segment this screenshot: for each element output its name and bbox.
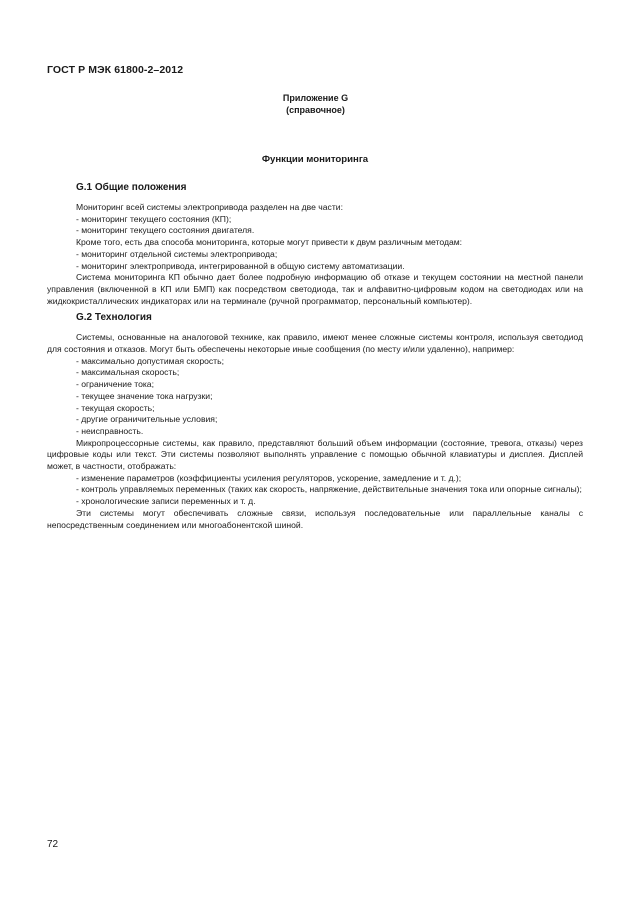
list-item: - неисправность. (76, 425, 144, 436)
list-item: - текущая скорость; (76, 402, 155, 413)
paragraph: Мониторинг всей системы электропривода разделен на две части: (76, 202, 343, 212)
list-item: - ограничение тока; (76, 379, 154, 390)
section-title-general: G.1 Общие положения (76, 182, 187, 193)
document-body (47, 181, 583, 531)
list-item: - другие ограничительные условия; (76, 414, 218, 425)
paragraph: Кроме того, есть два способа мониторинга, которые могут привести к двум различным методам: (76, 237, 463, 248)
list-item: - мониторинг отдельной системы электропривода; (76, 248, 278, 259)
appendix-heading (0, 92, 630, 116)
list-item: - максимально допустимая скорость; (76, 355, 224, 366)
section-title-technology: G.2 Технология (76, 312, 152, 324)
paragraph: Системы, основанные на аналоговой технике, как правило, имеют менее сложные системы контроля, используя светодиод для состояния и отказов. Могут быть обеспечены некоторые иные сообщения (по месту и/или удаленно), например: (47, 332, 583, 355)
appendix-title: Приложение G (282, 93, 349, 103)
paragraph: Система мониторинга КП обычно дает более подробную информацию об отказе и текущем состоянии на местной панели управления (включенной в КП или БМП) как посредством светодиода, так и алфавитно-цифровым кодом на светодиодах или на жидкокристаллических индикаторах или на терминале (ручной программатор, персональный компьютер). (47, 272, 583, 306)
paragraph: Эти системы могут обеспечивать сложные связи, используя последовательные или параллельные каналы с непосредственным соединением или многоабонентской шиной. (47, 507, 583, 530)
paragraph: Микропроцессорные системы, как правило, представляют больший объем информации (состояние, тревога, отказы) через цифровые коды или текст. Эти системы позволяют выполнять управление с помощью обычной клавиатуры и дисплея. Дисплей может, в частности, отображать: (47, 437, 583, 472)
page-number: 72 (47, 839, 59, 850)
appendix-note: (справочное) (286, 105, 345, 115)
list-item: - контроль управляемых переменных (таких как скорость, напряжение, действительные значения тока или опорные сигналы); (76, 484, 582, 495)
list-item: - мониторинг текущего состояния двигателя. (76, 225, 255, 236)
page-title: Функции мониторинга (261, 154, 369, 165)
list-item: - хронологические записи переменных и т. д. (76, 496, 256, 507)
list-item: - изменение параметров (коэффициенты усиления регуляторов, ускорение, замедление и т. д.); (76, 472, 462, 483)
standard-header: ГОСТ Р МЭК 61800-2–2012 (47, 64, 184, 76)
list-item: - текущее значение тока нагрузки; (76, 390, 213, 401)
list-item: - максимальная скорость; (76, 367, 180, 378)
list-item: - мониторинг текущего состояния (КП); (76, 213, 232, 224)
list-item: - мониторинг электропривода, интегрированной в общую систему автоматизации. (76, 260, 405, 271)
